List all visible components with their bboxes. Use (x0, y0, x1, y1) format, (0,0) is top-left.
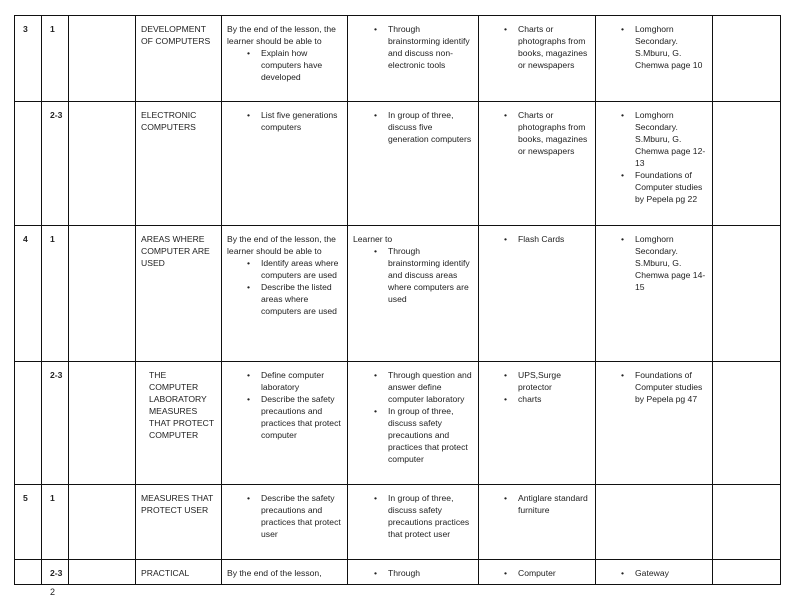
topic-cell (136, 226, 222, 362)
resource-item: • Charts or photographs from books, magazines or newspapers (501, 23, 591, 71)
week-cell: 4 (15, 226, 42, 362)
objectives-intro: By the end of the lesson, (227, 568, 322, 578)
activity-item: • Through brainstorming identify and discuss non-electronic tools (371, 23, 474, 71)
resource-item: • charts (501, 393, 591, 405)
resource-item: • Charts or photographs from books, magazines or newspapers (501, 109, 591, 157)
objectives-cell (222, 485, 348, 560)
topic-text: MEASURES THAT PROTECT USER (141, 493, 214, 515)
reference-list (601, 233, 708, 293)
references-cell (596, 16, 713, 102)
objective-item: • Define computer laboratory (244, 369, 343, 393)
resources-cell (479, 485, 596, 560)
resources-cell (479, 102, 596, 226)
topic-item: • THE COMPUTER LABORATORY (136, 369, 218, 405)
remarks-cell (713, 102, 781, 226)
activities-cell (348, 16, 479, 102)
page-number: 2 (50, 587, 56, 597)
empty-cell (69, 362, 136, 485)
topic-text: DEVELOPMENT OF COMPUTERS (141, 24, 211, 46)
activity-list (354, 245, 474, 305)
resource-list (484, 369, 591, 405)
objective-list (227, 492, 343, 540)
lesson-cell: 2-3 (42, 362, 69, 485)
resource-item: • UPS,Surge protector (501, 369, 591, 393)
topic-text: ELECTRONIC COMPUTERS (141, 110, 197, 132)
references-cell (596, 362, 713, 485)
table-row (15, 560, 781, 585)
lesson-cell: 2-3 (42, 560, 69, 585)
empty-cell (69, 226, 136, 362)
resource-list (484, 23, 591, 71)
resources-cell (479, 560, 596, 585)
resources-cell (479, 362, 596, 485)
objective-list (227, 47, 343, 83)
lesson-cell: 1 (42, 16, 69, 102)
objectives-cell (222, 560, 348, 585)
activity-list (354, 492, 474, 540)
resources-cell (479, 226, 596, 362)
table-row (15, 485, 781, 560)
resource-list (484, 492, 591, 516)
objective-item: • Explain how computers have developed (244, 47, 343, 83)
lesson-cell: 2-3 (42, 102, 69, 226)
reference-item: • Lomghorn Secondary. S.Mburu, G. Chemwa page 14-15 (618, 233, 708, 293)
topic-list (141, 369, 217, 441)
week-cell: 5 (15, 485, 42, 560)
objective-item: • List five generations computers (244, 109, 343, 133)
reference-list (601, 567, 708, 579)
activity-list (354, 369, 474, 465)
remarks-cell (713, 226, 781, 362)
resource-list (484, 109, 591, 157)
lesson-cell: 1 (42, 485, 69, 560)
table-row (15, 16, 781, 102)
activity-list (354, 109, 474, 145)
objective-list (227, 109, 343, 133)
remarks-cell (713, 560, 781, 585)
references-cell (596, 102, 713, 226)
reference-item: • Gateway (618, 567, 708, 579)
activity-list (354, 23, 474, 71)
activity-item: • Through (371, 567, 474, 579)
topic-cell (136, 485, 222, 560)
activities-cell (348, 560, 479, 585)
activities-cell (348, 485, 479, 560)
topic-cell (136, 362, 222, 485)
objective-item: • Identify areas where computers are used (244, 257, 343, 281)
resource-item: • Antiglare standard furniture (501, 492, 591, 516)
activity-item: • Through brainstorming identify and discuss areas where computers are used (371, 245, 474, 305)
topic-cell (136, 16, 222, 102)
activities-cell (348, 102, 479, 226)
resource-item: • Computer (501, 567, 591, 579)
activities-intro: Learner to (353, 234, 393, 244)
activity-item: • In group of three, discuss safety precautions and practices that protect computer (371, 405, 474, 465)
references-cell (596, 560, 713, 585)
objective-list (227, 369, 343, 441)
references-cell (596, 485, 713, 560)
objectives-cell (222, 102, 348, 226)
reference-list (601, 23, 708, 71)
activities-cell (348, 362, 479, 485)
resource-list (484, 567, 591, 579)
topic-cell (136, 102, 222, 226)
remarks-cell (713, 16, 781, 102)
reference-item: • Lomghorn Secondary. S.Mburu, G. Chemwa page 10 (618, 23, 708, 71)
resources-cell (479, 16, 596, 102)
activity-item: • In group of three, discuss five generation computers (371, 109, 474, 145)
objectives-cell (222, 16, 348, 102)
activity-item: • Through question and answer define computer laboratory (371, 369, 474, 405)
scheme-of-work-table (14, 15, 781, 585)
objectives-intro: By the end of the lesson, the learner should be able to (227, 24, 336, 46)
reference-list (601, 369, 708, 405)
topic-item: • MEASURES THAT PROTECT COMPUTER (136, 405, 218, 441)
activity-list (354, 567, 474, 579)
resource-item: • Flash Cards (501, 233, 591, 245)
activities-cell (348, 226, 479, 362)
topic-cell (136, 560, 222, 585)
empty-cell (69, 102, 136, 226)
references-cell (596, 226, 713, 362)
resource-list (484, 233, 591, 245)
objective-item: • Describe the safety precautions and practices that protect computer (244, 393, 343, 441)
objective-item: • Describe the safety precautions and practices that protect user (244, 492, 343, 540)
reference-list (601, 109, 708, 205)
week-cell (15, 362, 42, 485)
topic-text: PRACTICAL (141, 568, 190, 578)
table-row (15, 362, 781, 485)
week-cell: 3 (15, 16, 42, 102)
week-cell (15, 102, 42, 226)
reference-item: • Foundations of Computer studies by Pepela pg 22 (618, 169, 708, 205)
reference-item: • Foundations of Computer studies by Pepela pg 47 (618, 369, 708, 405)
objectives-cell (222, 226, 348, 362)
objective-item: • Describe the listed areas where computers are used (244, 281, 343, 317)
empty-cell (69, 16, 136, 102)
objective-list (227, 257, 343, 317)
reference-item: • Lomghorn Secondary. S.Mburu, G. Chemwa page 12-13 (618, 109, 708, 169)
table-row (15, 226, 781, 362)
activity-item: • In group of three, discuss safety precautions practices that protect user (371, 492, 474, 540)
topic-text: AREAS WHERE COMPUTER ARE USED (141, 234, 210, 268)
table-row (15, 102, 781, 226)
remarks-cell (713, 485, 781, 560)
objectives-intro: By the end of the lesson, the learner should be able to (227, 234, 336, 256)
remarks-cell (713, 362, 781, 485)
week-cell (15, 560, 42, 585)
objectives-cell (222, 362, 348, 485)
empty-cell (69, 560, 136, 585)
empty-cell (69, 485, 136, 560)
lesson-cell: 1 (42, 226, 69, 362)
